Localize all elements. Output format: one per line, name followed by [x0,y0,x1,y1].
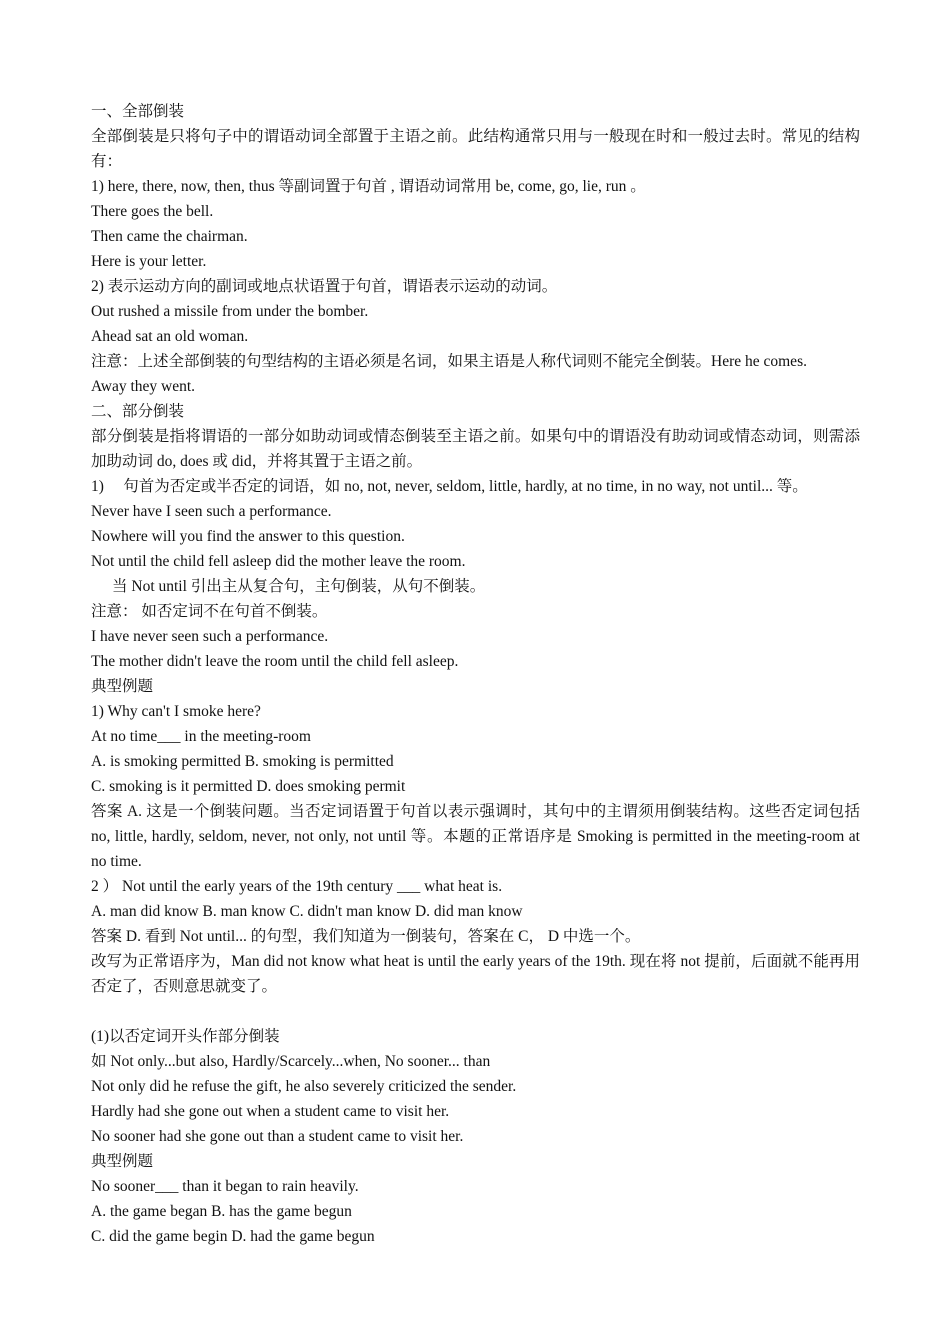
text-line: 当 Not until 引出主从复合句，主句倒装，从句不倒装。 [112,578,486,595]
text-line: Then came the chairman. [91,228,248,245]
text-line: 2) 表示运动方向的副词或地点状语置于句首，谓语表示运动的动词。 [91,278,558,295]
text-line: 典型例题 [91,1153,154,1170]
text-line: At no time___ in the meeting-room [91,728,311,745]
text-line: No sooner had she gone out than a student came to visit her. [91,1128,464,1145]
blank-line [91,999,860,1024]
text-line: C. smoking is it permitted D. does smoking permit [91,778,406,795]
text-line: 二、部分倒装 [91,403,185,420]
text-line: I have never seen such a performance. [91,628,329,645]
text-line: Out rushed a missile from under the bomber. [91,303,369,320]
paragraph: 部分倒装是指将谓语的一部分如助动词或情态倒装至主语之前。如果句中的谓语没有助动词或情态动词，则需添加助动词 do, does 或 did，并将其置于主语之前。 [91,428,860,470]
text-line: C. did the game begin D. had the game begun [91,1228,375,1245]
text-line: 典型例题 [91,678,154,695]
text-line: 1) 句首为否定或半否定的词语，如 no, not, never, seldom, little, hardly, at no time, in no way, not until... 等。 [91,478,808,495]
text-line: 注意： 如否定词不在句首不倒装。 [91,603,328,620]
paragraph: 改写为正常语序为，Man did not know what heat is until the early years of the 19th. 现在将 not 提前，后面就不能再用否定了，否则意思就变了。 [91,953,860,995]
document-page [91,99,860,1249]
text-line: Never have I seen such a performance. [91,503,332,520]
text-line: No sooner___ than it began to rain heavily. [91,1178,359,1195]
text-line: 注意：上述全部倒装的句型结构的主语必须是名词，如果主语是人称代词则不能完全倒装。Here he comes. [91,353,807,370]
text-line: A. is smoking permitted B. smoking is permitted [91,753,394,770]
text-line: Not until the child fell asleep did the mother leave the room. [91,553,466,570]
text-line: A. the game began B. has the game begun [91,1203,352,1220]
text-line: 1) Why can't I smoke here? [91,703,261,720]
text-line: There goes the bell. [91,203,214,220]
text-line: Nowhere will you find the answer to this question. [91,528,405,545]
text-line: A. man did know B. man know C. didn't man know D. did man know [91,903,523,920]
paragraph: 答案 A. 这是一个倒装问题。当否定词语置于句首以表示强调时，其句中的主谓须用倒装结构。这些否定词包括 no, little, hardly, seldom, never, not only, not until 等。本题的正常语序是 Smoking is permitted in the meeting-room at no time. [91,803,860,870]
text-line: 2 ） Not until the early years of the 19th century ___ what heat is. [91,878,503,895]
text-line: Away they went. [91,378,196,395]
text-line: 如 Not only...but also, Hardly/Scarcely...when, No sooner... than [91,1053,491,1070]
text-line: 一、全部倒装 [91,103,185,120]
text-line: 答案 D. 看到 Not until... 的句型，我们知道为一倒装句，答案在 C， D 中选一个。 [91,928,641,945]
text-line: The mother didn't leave the room until the child fell asleep. [91,653,459,670]
text-line: Ahead sat an old woman. [91,328,249,345]
text-line: Here is your letter. [91,253,207,270]
text-line: Hardly had she gone out when a student came to visit her. [91,1103,450,1120]
text-line: (1)以否定词开头作部分倒装 [91,1028,280,1045]
paragraph: 全部倒装是只将句子中的谓语动词全部置于主语之前。此结构通常只用与一般现在时和一般过去时。常见的结构有： [91,128,860,170]
text-line: Not only did he refuse the gift, he also severely criticized the sender. [91,1078,517,1095]
text-line: 1) here, there, now, then, thus 等副词置于句首 , 谓语动词常用 be, come, go, lie, run 。 [91,178,646,195]
